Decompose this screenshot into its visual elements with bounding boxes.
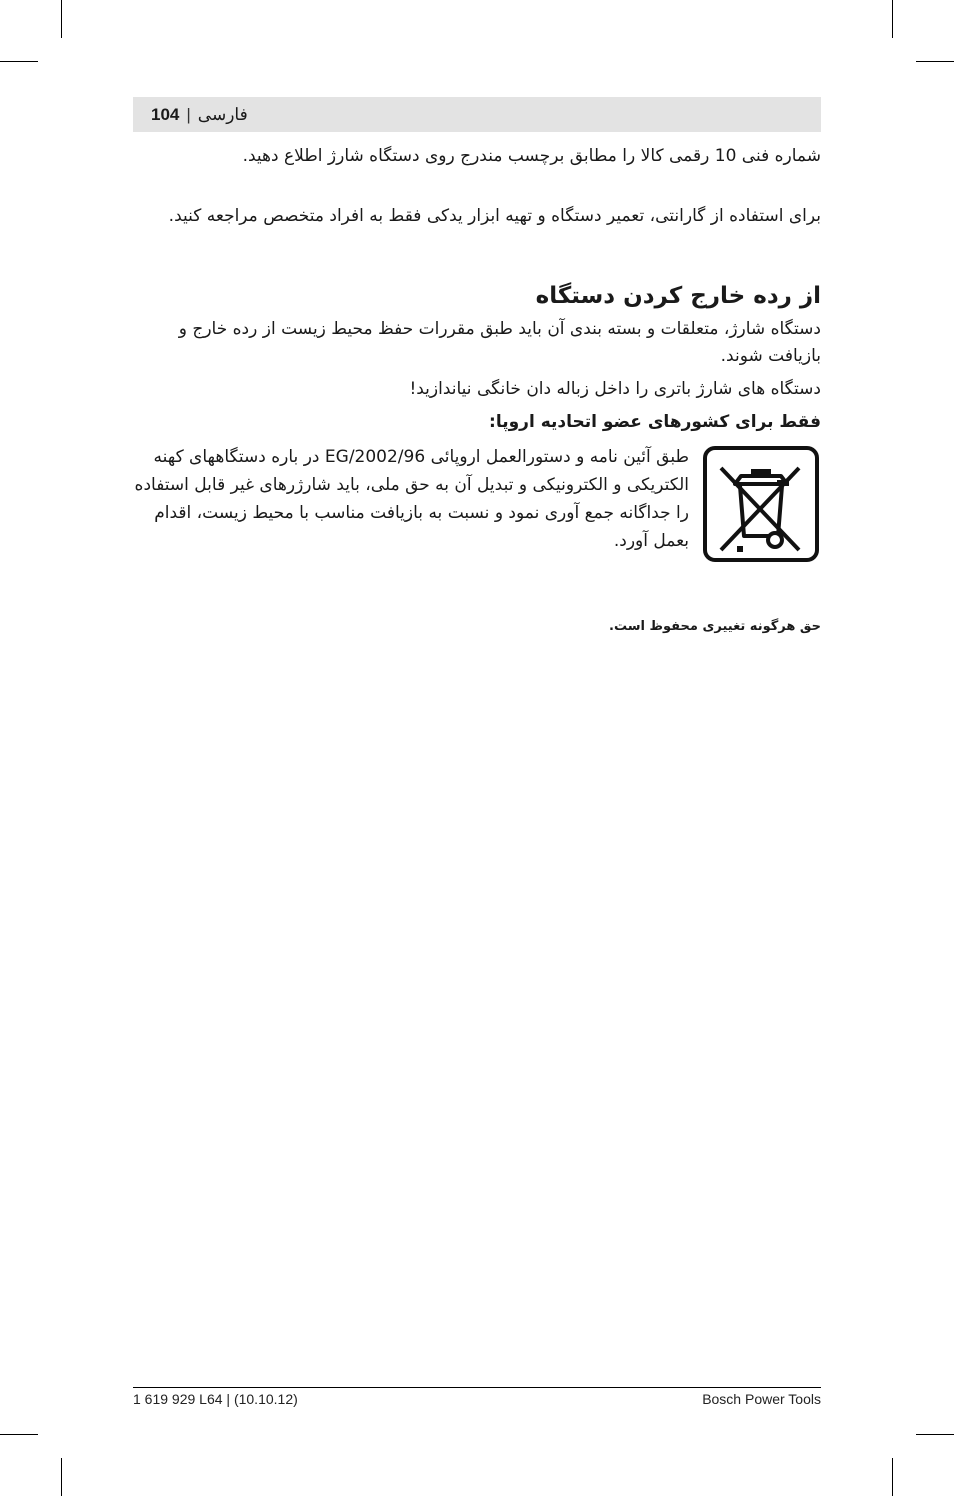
recycle-paragraph: دستگاه شارژ، متعلقات و بسته بندی آن باید طبق مقررات حفظ محیط زیست از رده خارج و بازیافت شوند.	[178, 319, 821, 366]
rights-reserved-note: حق هرگونه تغییری محفوظ است.	[609, 619, 821, 634]
eu-heading: فقط برای کشورهای عضو اتحادیه اروپا:	[489, 412, 821, 432]
footer-divider	[133, 1387, 821, 1388]
repair-paragraph: برای استفاده از گارانتی، تعمیر دستگاه و تهیه ابزار یدکی فقط به افراد متخصص مراجعه کنید.	[168, 206, 821, 226]
crop-mark	[0, 61, 38, 62]
crop-mark	[916, 61, 954, 62]
crop-mark	[61, 1458, 62, 1496]
label-info-paragraph: شماره فنی 10 رقمی کالا را مطابق برچسب مندرج روی دستگاه شارژ اطلاع دهید.	[242, 146, 821, 166]
header-separator: |	[186, 104, 191, 124]
page-header	[133, 97, 821, 132]
document-id: 1 619 929 L64 | (10.10.12)	[133, 1391, 298, 1407]
brand-name: Bosch Power Tools	[702, 1391, 821, 1407]
no-trash-paragraph: دستگاه های شارژ باتری را داخل زباله دان خانگی نیاندازید!	[409, 379, 821, 399]
crop-mark	[916, 1434, 954, 1435]
crossed-out-wheelie-bin-icon	[703, 446, 819, 562]
crop-mark	[892, 1458, 893, 1496]
header-language: فارسی	[197, 104, 248, 124]
crop-mark	[61, 0, 62, 38]
page-footer	[133, 1391, 821, 1407]
eu-directive-paragraph: طبق آئین نامه و دستورالعمل اروپائی 2002/96/EG در باره دستگاههای کهنه الکتریکی و الکترونیکی و تبدیل آن به حق ملی، باید شارژرهای غیر قابل استفاده را جداگانه جمع آوری نمود و نسبت به بازیافت مناسب با محیط زیست، اقدام بعمل آورد.	[134, 447, 689, 551]
disposal-heading: از رده خارج کردن دستگاه	[535, 283, 821, 309]
crop-mark	[0, 1434, 38, 1435]
page-number: 104	[151, 104, 180, 124]
crop-mark	[892, 0, 893, 38]
